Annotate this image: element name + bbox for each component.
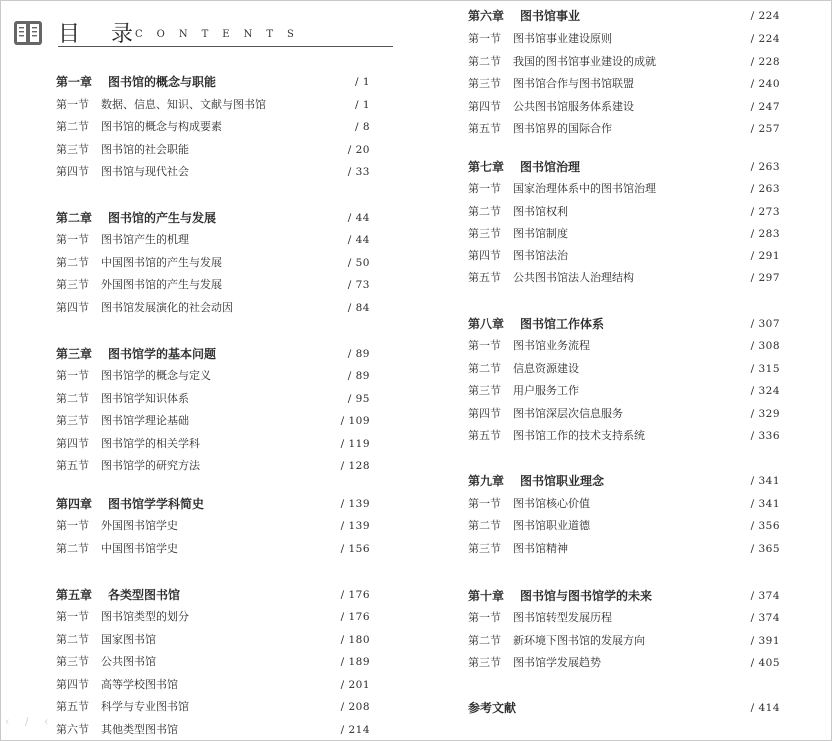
toc-section-entry[interactable] xyxy=(468,119,780,139)
section-number: 第二节 xyxy=(468,634,501,647)
toc-chapter-entry[interactable] xyxy=(56,72,370,92)
toc-section-entry[interactable] xyxy=(468,359,780,379)
entry-title: 图书馆界的国际合作 xyxy=(513,122,612,135)
page-number: ∕ 365 xyxy=(750,543,780,555)
page-number: ∕ 89 xyxy=(347,348,370,360)
entry-title: 参考文献 xyxy=(468,701,517,715)
toc-section-entry[interactable] xyxy=(56,275,370,295)
chapter-title: 图书馆的概念与职能 xyxy=(108,75,217,89)
entry-title: 图书馆事业建设原则 xyxy=(513,32,612,45)
page-number: ∕ 315 xyxy=(750,363,780,375)
page-number: ∕ 336 xyxy=(750,430,780,442)
page-number: ∕ 308 xyxy=(750,340,780,352)
toc-section-entry[interactable] xyxy=(56,434,370,454)
entry-title: 图书馆的概念与构成要素 xyxy=(101,120,222,133)
page-number: ∕ 8 xyxy=(354,121,370,133)
section-number: 第五节 xyxy=(468,271,501,284)
toc-section-entry[interactable] xyxy=(468,426,780,446)
page-number: ∕ 224 xyxy=(750,10,780,22)
chapter-number: 第二章 xyxy=(56,211,93,225)
entry-title: 其他类型图书馆 xyxy=(101,723,178,736)
section-number: 第二节 xyxy=(468,362,501,375)
entry-title: 图书馆学的相关学科 xyxy=(101,437,200,450)
toc-section-entry[interactable] xyxy=(56,117,370,137)
page-number: ∕ 391 xyxy=(750,635,780,647)
entry-title: 信息资源建设 xyxy=(513,362,579,375)
toc-section-entry[interactable] xyxy=(468,246,780,266)
page-number: ∕ 176 xyxy=(340,611,370,623)
section-number: 第二节 xyxy=(468,205,501,218)
section-number: 第一节 xyxy=(468,182,501,195)
page-number: ∕ 356 xyxy=(750,520,780,532)
page-number: ∕ 50 xyxy=(347,257,370,269)
page-number: ∕ 176 xyxy=(340,589,370,601)
toc-references-entry[interactable] xyxy=(468,698,780,718)
toc-section-entry[interactable] xyxy=(56,298,370,318)
entry-title: 中国图书馆的产生与发展 xyxy=(101,256,222,269)
page-number: ∕ 273 xyxy=(750,206,780,218)
toc-chapter-entry[interactable] xyxy=(468,314,780,334)
toc-section-entry[interactable] xyxy=(468,52,780,72)
section-number: 第二节 xyxy=(56,542,89,555)
entry-title: 图书馆学发展趋势 xyxy=(513,656,601,669)
entry-title: 图书馆学理论基础 xyxy=(101,414,189,427)
toc-chapter-entry[interactable] xyxy=(56,494,370,514)
toc-chapter-entry[interactable] xyxy=(468,157,780,177)
toc-section-entry[interactable] xyxy=(56,389,370,409)
section-number: 第一节 xyxy=(468,497,501,510)
toc-section-entry[interactable] xyxy=(56,253,370,273)
page-number: ∕ 189 xyxy=(340,656,370,668)
chapter-title: 图书馆的产生与发展 xyxy=(108,211,217,225)
section-number: 第一节 xyxy=(56,98,89,111)
chapter-title: 图书馆学的基本问题 xyxy=(108,347,217,361)
chapter-number: 第八章 xyxy=(468,317,505,331)
section-number: 第五节 xyxy=(468,122,501,135)
entry-title: 用户服务工作 xyxy=(513,384,579,397)
section-number: 第二节 xyxy=(56,120,89,133)
page-number: ∕ 374 xyxy=(750,590,780,602)
chapter-number: 第九章 xyxy=(468,474,505,488)
section-number: 第四节 xyxy=(468,407,501,420)
chapter-title: 图书馆治理 xyxy=(520,160,581,174)
toc-section-entry[interactable] xyxy=(468,268,780,288)
section-number: 第一节 xyxy=(56,519,89,532)
toc-section-entry[interactable] xyxy=(468,631,780,651)
page-number: ∕ 240 xyxy=(750,78,780,90)
toc-section-entry[interactable] xyxy=(56,697,370,717)
entry-title: 图书馆转型发展历程 xyxy=(513,611,612,624)
toc-section-entry[interactable] xyxy=(56,230,370,250)
entry-title: 图书馆与现代社会 xyxy=(101,165,189,178)
entry-title: 国家图书馆 xyxy=(101,633,156,646)
toc-chapter-entry[interactable] xyxy=(56,208,370,228)
entry-title: 图书馆工作的技术支持系统 xyxy=(513,429,645,442)
chapter-title: 各类型图书馆 xyxy=(108,588,181,602)
toc-section-entry[interactable] xyxy=(56,607,370,627)
page-number: ∕ 139 xyxy=(340,498,370,510)
section-number: 第二节 xyxy=(56,633,89,646)
toc-section-entry[interactable] xyxy=(56,366,370,386)
entry-title: 国家治理体系中的图书馆治理 xyxy=(513,182,656,195)
toc-section-entry[interactable] xyxy=(56,516,370,536)
toc-section-entry[interactable] xyxy=(56,720,370,740)
toc-section-entry[interactable] xyxy=(468,336,780,356)
entry-title: 图书馆发展演化的社会动因 xyxy=(101,301,233,314)
page-number: ∕ 291 xyxy=(750,250,780,262)
page-number: ∕ 128 xyxy=(340,460,370,472)
page-number: ∕ 414 xyxy=(750,702,780,714)
chapter-number: 第五章 xyxy=(56,588,93,602)
page-number: ∕ 20 xyxy=(347,144,370,156)
chapter-number: 第七章 xyxy=(468,160,505,174)
page-number: ∕ 224 xyxy=(750,33,780,45)
entry-title: 外国图书馆学史 xyxy=(101,519,178,532)
toc-chapter-entry[interactable] xyxy=(468,586,780,606)
entry-title: 图书馆职业道德 xyxy=(513,519,590,532)
page-number: ∕ 1 xyxy=(354,99,370,111)
entry-title: 我国的图书馆事业建设的成就 xyxy=(513,55,656,68)
chapter-title: 图书馆工作体系 xyxy=(520,317,605,331)
entry-title: 图书馆核心价值 xyxy=(513,497,590,510)
page-number: ∕ 201 xyxy=(340,679,370,691)
entry-title: 图书馆权利 xyxy=(513,205,568,218)
page-number: ∕ 156 xyxy=(340,543,370,555)
entry-title: 图书馆学的研究方法 xyxy=(101,459,200,472)
page-number: ∕ 263 xyxy=(750,161,780,173)
toc-section-entry[interactable] xyxy=(56,456,370,476)
page-title: 目 录 xyxy=(58,22,145,47)
toc-chapter-entry[interactable] xyxy=(468,6,780,26)
section-number: 第一节 xyxy=(468,339,501,352)
toc-chapter-entry[interactable] xyxy=(468,471,780,491)
toc-section-entry[interactable] xyxy=(468,539,780,559)
chapter-title: 图书馆职业理念 xyxy=(520,474,605,488)
page-number: ∕ 374 xyxy=(750,612,780,624)
page-number: ∕ 341 xyxy=(750,498,780,510)
page-number: ∕ 119 xyxy=(340,438,370,450)
page-number: ∕ 139 xyxy=(340,520,370,532)
chapter-number: 第三章 xyxy=(56,347,93,361)
decorative-arrow-icons: ‹ ∕ ‹ xyxy=(5,715,55,728)
entry-title: 图书馆制度 xyxy=(513,227,568,240)
entry-title: 图书馆法治 xyxy=(513,249,568,262)
section-number: 第二节 xyxy=(56,392,89,405)
entry-title: 数据、信息、知识、文献与图书馆 xyxy=(101,98,266,111)
entry-title: 图书馆合作与图书馆联盟 xyxy=(513,77,634,90)
toc-chapter-entry[interactable] xyxy=(56,344,370,364)
page-number: ∕ 341 xyxy=(750,475,780,487)
toc-section-entry[interactable] xyxy=(56,162,370,182)
entry-title: 公共图书馆法人治理结构 xyxy=(513,271,634,284)
toc-section-entry[interactable] xyxy=(468,224,780,244)
section-number: 第四节 xyxy=(468,100,501,113)
page-number: ∕ 73 xyxy=(347,279,370,291)
section-number: 第四节 xyxy=(468,249,501,262)
entry-title: 公共图书馆服务体系建设 xyxy=(513,100,634,113)
chapter-number: 第十章 xyxy=(468,589,505,603)
page-number: ∕ 89 xyxy=(347,370,370,382)
section-number: 第四节 xyxy=(56,437,89,450)
section-number: 第一节 xyxy=(468,611,501,624)
page-number: ∕ 1 xyxy=(354,76,370,88)
page-number: ∕ 324 xyxy=(750,385,780,397)
section-number: 第五节 xyxy=(468,429,501,442)
section-number: 第三节 xyxy=(56,655,89,668)
toc-section-entry[interactable] xyxy=(468,608,780,628)
entry-title: 图书馆精神 xyxy=(513,542,568,555)
page-number: ∕ 208 xyxy=(340,701,370,713)
entry-title: 图书馆学的概念与定义 xyxy=(101,369,211,382)
section-number: 第五节 xyxy=(56,459,89,472)
entry-title: 图书馆业务流程 xyxy=(513,339,590,352)
page-number: ∕ 214 xyxy=(340,724,370,736)
chapter-number: 第四章 xyxy=(56,497,93,511)
page-number: ∕ 84 xyxy=(347,302,370,314)
toc-section-entry[interactable] xyxy=(56,675,370,695)
page-number: ∕ 228 xyxy=(750,56,780,68)
entry-title: 图书馆的社会职能 xyxy=(101,143,189,156)
page-number: ∕ 95 xyxy=(347,393,370,405)
page-number: ∕ 180 xyxy=(340,634,370,646)
toc-section-entry[interactable] xyxy=(468,404,780,424)
entry-title: 图书馆学知识体系 xyxy=(101,392,189,405)
section-number: 第一节 xyxy=(56,233,89,246)
section-number: 第三节 xyxy=(468,542,501,555)
toc-section-entry[interactable] xyxy=(56,140,370,160)
section-number: 第三节 xyxy=(56,414,89,427)
section-number: 第三节 xyxy=(468,656,501,669)
title-divider xyxy=(58,46,393,47)
chapter-number: 第一章 xyxy=(56,75,93,89)
chapter-title: 图书馆与图书馆学的未来 xyxy=(520,589,653,603)
section-number: 第一节 xyxy=(56,610,89,623)
section-number: 第三节 xyxy=(56,143,89,156)
page-number: ∕ 109 xyxy=(340,415,370,427)
section-number: 第四节 xyxy=(56,678,89,691)
toc-section-entry[interactable] xyxy=(56,630,370,650)
section-number: 第六节 xyxy=(56,723,89,736)
section-number: 第三节 xyxy=(468,227,501,240)
chapter-title: 图书馆学学科简史 xyxy=(108,497,205,511)
toc-section-entry[interactable] xyxy=(56,652,370,672)
page-number: ∕ 44 xyxy=(347,234,370,246)
toc-section-entry[interactable] xyxy=(468,381,780,401)
page-number: ∕ 329 xyxy=(750,408,780,420)
page-number: ∕ 33 xyxy=(347,166,370,178)
toc-section-entry[interactable] xyxy=(468,516,780,536)
page-number: ∕ 257 xyxy=(750,123,780,135)
section-number: 第二节 xyxy=(56,256,89,269)
page-number: ∕ 44 xyxy=(347,212,370,224)
section-number: 第一节 xyxy=(56,369,89,382)
page-number: ∕ 297 xyxy=(750,272,780,284)
section-number: 第二节 xyxy=(468,519,501,532)
toc-section-entry[interactable] xyxy=(468,653,780,673)
section-number: 第五节 xyxy=(56,700,89,713)
chapter-number: 第六章 xyxy=(468,9,505,23)
section-number: 第四节 xyxy=(56,165,89,178)
toc-section-entry[interactable] xyxy=(468,179,780,199)
page-subtitle: CONTENTS xyxy=(135,29,308,40)
toc-section-entry[interactable] xyxy=(56,539,370,559)
section-number: 第三节 xyxy=(56,278,89,291)
toc-section-entry[interactable] xyxy=(468,494,780,514)
entry-title: 图书馆深层次信息服务 xyxy=(513,407,623,420)
toc-chapter-entry[interactable] xyxy=(56,585,370,605)
toc-section-entry[interactable] xyxy=(468,74,780,94)
entry-title: 图书馆产生的机理 xyxy=(101,233,189,246)
entry-title: 图书馆类型的划分 xyxy=(101,610,189,623)
section-number: 第二节 xyxy=(468,55,501,68)
toc-section-entry[interactable] xyxy=(468,29,780,49)
entry-title: 公共图书馆 xyxy=(101,655,156,668)
toc-section-entry[interactable] xyxy=(468,97,780,117)
chapter-title: 图书馆事业 xyxy=(520,9,581,23)
section-number: 第四节 xyxy=(56,301,89,314)
toc-section-entry[interactable] xyxy=(56,95,370,115)
section-number: 第三节 xyxy=(468,384,501,397)
entry-title: 外国图书馆的产生与发展 xyxy=(101,278,222,291)
section-number: 第一节 xyxy=(468,32,501,45)
toc-section-entry[interactable] xyxy=(468,202,780,222)
toc-section-entry[interactable] xyxy=(56,411,370,431)
entry-title: 高等学校图书馆 xyxy=(101,678,178,691)
entry-title: 新环境下图书馆的发展方向 xyxy=(513,634,645,647)
page-number: ∕ 283 xyxy=(750,228,780,240)
section-number: 第三节 xyxy=(468,77,501,90)
page-number: ∕ 263 xyxy=(750,183,780,195)
page-number: ∕ 247 xyxy=(750,101,780,113)
book-icon xyxy=(13,19,43,47)
page-number: ∕ 405 xyxy=(750,657,780,669)
page-number: ∕ 307 xyxy=(750,318,780,330)
entry-title: 科学与专业图书馆 xyxy=(101,700,189,713)
entry-title: 中国图书馆学史 xyxy=(101,542,178,555)
